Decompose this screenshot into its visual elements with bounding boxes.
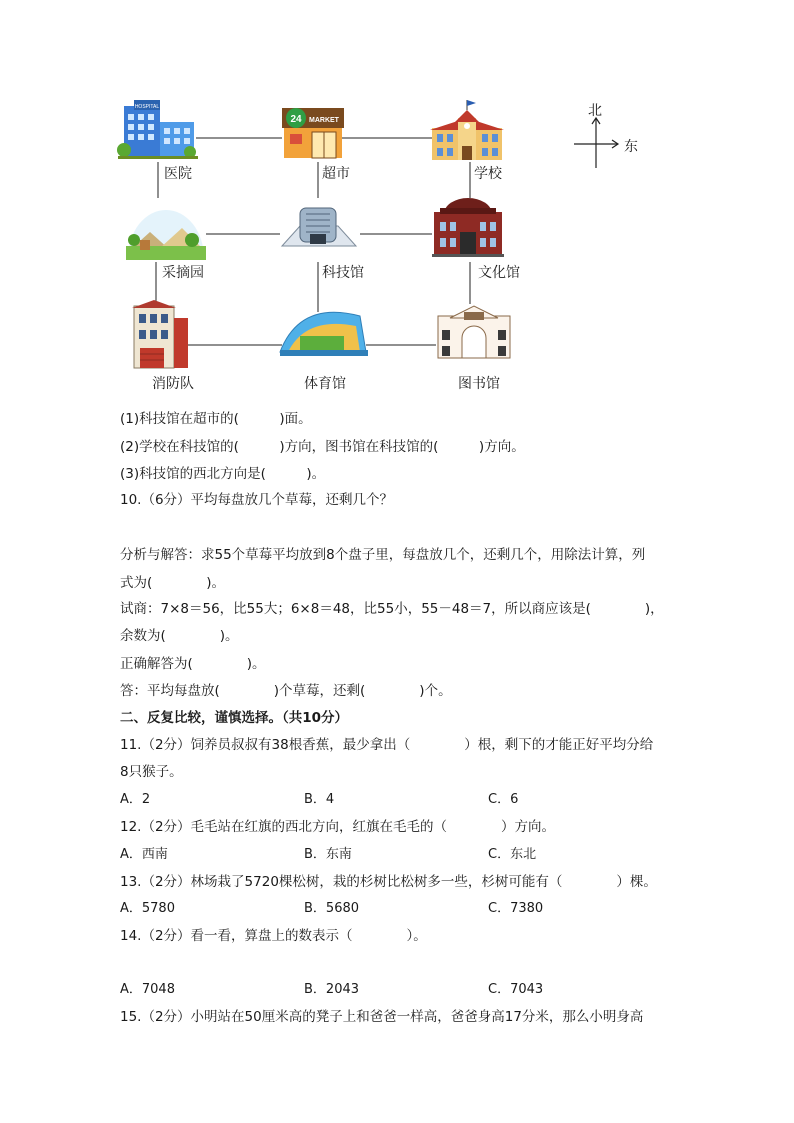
science-museum-label: 科技馆 bbox=[322, 265, 364, 281]
q14-line-1: 14.（2分）看一看，算盘上的数表示（ ）。 bbox=[120, 928, 427, 944]
compass-east-label: 东 bbox=[624, 139, 638, 155]
fire-station-label: 消防队 bbox=[152, 376, 194, 392]
q10-trial-quotient: 试商：7×8＝56，比55大；6×8＝48，比55小，55－48＝7，所以商应该是( )， bbox=[120, 601, 664, 617]
q11-option-a: A．2 bbox=[120, 792, 151, 807]
q12-option-b: B．东南 bbox=[304, 847, 352, 862]
q10-analysis-2: 式为( )。 bbox=[120, 575, 226, 591]
q13-option-c: C．7380 bbox=[488, 901, 544, 916]
market-building-icon bbox=[282, 108, 344, 158]
q12-option-c: C．东北 bbox=[488, 847, 537, 862]
q12-option-a: A．西南 bbox=[120, 847, 168, 862]
q9-line-2: (2)学校在科技馆的( )方向，图书馆在科技馆的( )方向。 bbox=[120, 439, 525, 455]
section-two-heading: 二、反复比较，谨慎选择。（共10分） bbox=[120, 710, 349, 726]
compass-north-label: 北 bbox=[588, 103, 602, 119]
market-label: 超市 bbox=[322, 166, 350, 182]
q14-option-c: C．7043 bbox=[488, 982, 544, 997]
library-label: 图书馆 bbox=[458, 376, 500, 392]
fire-station-icon bbox=[132, 300, 188, 368]
q11-line-2: 8只猴子。 bbox=[120, 764, 183, 780]
orchard-icon bbox=[126, 210, 206, 260]
market-sign-text: MARKET bbox=[309, 117, 339, 124]
q10-analysis-1: 分析与解答：求55个草莓平均放到8个盘子里，每盘放几个，还剩几个，用除法计算，列 bbox=[120, 547, 646, 563]
q13-option-a: A．5780 bbox=[120, 901, 175, 916]
q12-line-1: 12.（2分）毛毛站在红旗的西北方向，红旗在毛毛的（ ）方向。 bbox=[120, 819, 556, 835]
q11-line-1: 11.（2分）饲养员叔叔有38根香蕉，最少拿出（ ）根，剩下的才能正好平均分给 bbox=[120, 737, 654, 753]
market-sign-number: 24 bbox=[290, 114, 302, 125]
q14-option-a: A．7048 bbox=[120, 982, 175, 997]
direction-map bbox=[0, 0, 794, 400]
hospital-sign: HOSPITAL bbox=[134, 104, 160, 110]
q11-option-b: B．4 bbox=[304, 792, 335, 807]
hospital-label: 医院 bbox=[164, 166, 192, 182]
science-museum-icon bbox=[282, 208, 356, 246]
q10-title: 10.（6分）平均每盘放几个草莓，还剩几个？ bbox=[120, 492, 394, 508]
hospital-building-icon bbox=[117, 100, 198, 159]
q13-line-1: 13.（2分）林场栽了5720棵松树，栽的杉树比松树多一些，杉树可能有（ ）棵。 bbox=[120, 874, 657, 890]
q11-option-c: C．6 bbox=[488, 792, 519, 807]
school-label: 学校 bbox=[474, 166, 502, 182]
q9-line-1: (1)科技馆在超市的( )面。 bbox=[120, 411, 312, 427]
q9-line-3: (3)科技馆的西北方向是( )。 bbox=[120, 466, 326, 482]
q13-option-b: B．5680 bbox=[304, 901, 360, 916]
culture-center-label: 文化馆 bbox=[478, 265, 520, 281]
q10-final-answer: 答：平均每盘放( )个草莓，还剩( )个。 bbox=[120, 683, 452, 699]
school-building-icon bbox=[430, 100, 504, 160]
q15-line-1: 15.（2分）小明站在50厘米高的凳子上和爸爸一样高，爸爸身高17分米，那么小明身高 bbox=[120, 1009, 644, 1025]
gymnasium-icon bbox=[280, 312, 368, 356]
compass bbox=[574, 118, 618, 168]
orchard-label: 采摘园 bbox=[162, 265, 204, 281]
q10-correct-answer: 正确解答为( )。 bbox=[120, 656, 266, 672]
library-icon bbox=[438, 306, 510, 358]
q14-option-b: B．2043 bbox=[304, 982, 360, 997]
q10-remainder: 余数为( )。 bbox=[120, 628, 239, 644]
culture-center-icon bbox=[432, 198, 504, 257]
gymnasium-label: 体育馆 bbox=[304, 376, 346, 392]
